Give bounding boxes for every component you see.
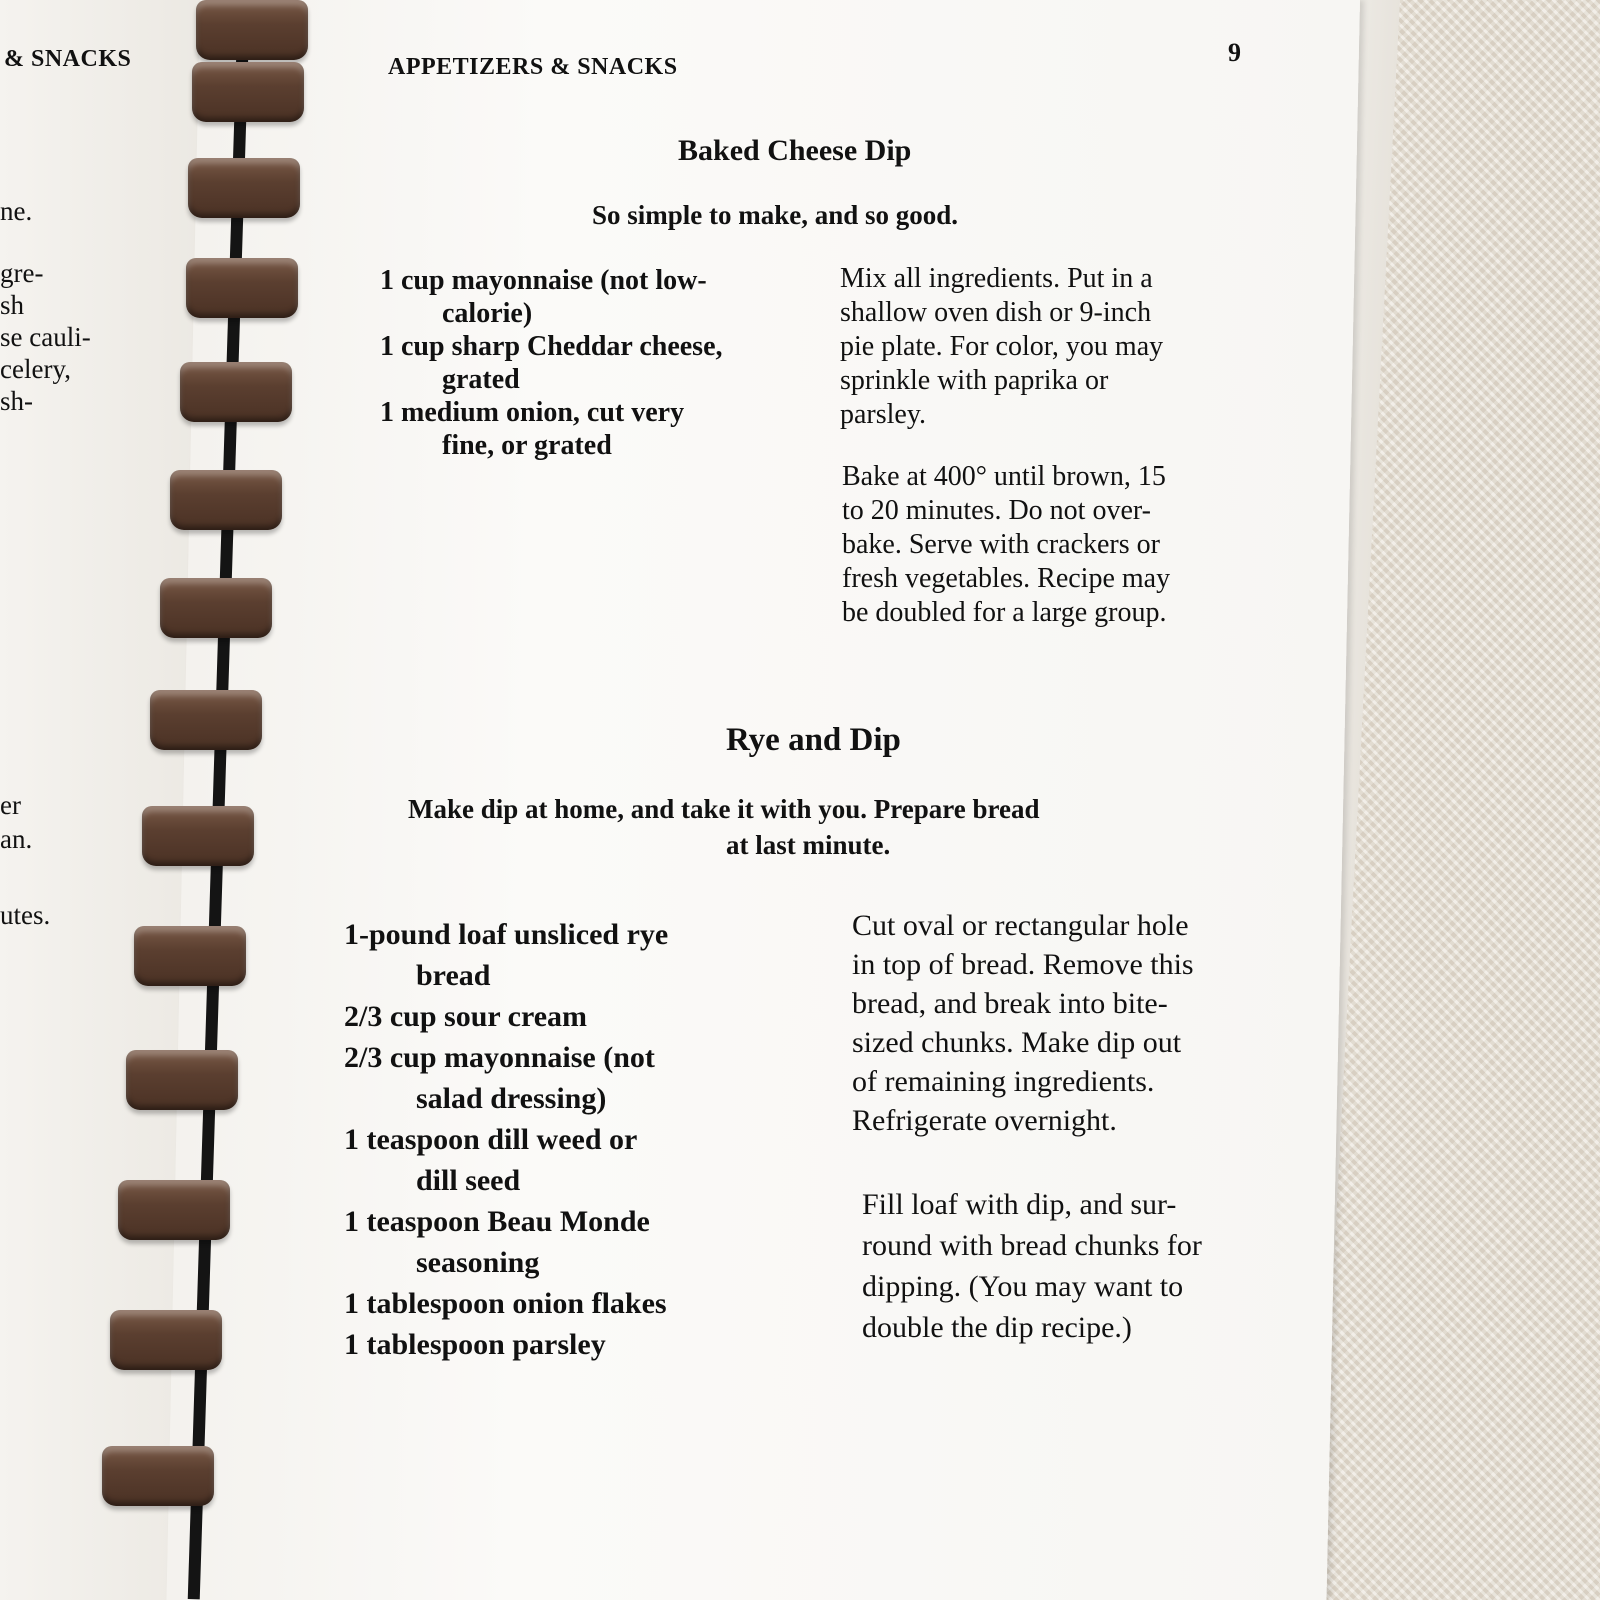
binding-coil xyxy=(110,1310,222,1370)
ingredient-line: 1-pound loaf unsliced rye xyxy=(344,918,669,951)
ingredient-line: 2/3 cup sour cream xyxy=(344,1000,588,1033)
left-page-header: & SNACKS xyxy=(4,46,132,72)
ingredient-line: 2/3 cup mayonnaise (not xyxy=(344,1041,655,1074)
left-fragment: sh- xyxy=(0,386,33,416)
instruction-line: pie plate. For color, you may xyxy=(840,331,1164,362)
left-fragment: er xyxy=(0,790,21,820)
ingredient-line: salad dressing) xyxy=(416,1082,607,1115)
instructions-paragraph xyxy=(842,460,1170,630)
ingredient-line: seasoning xyxy=(416,1246,540,1279)
recipe-subtitle: So simple to make, and so good. xyxy=(592,200,959,230)
left-fragment: sh xyxy=(0,290,25,320)
left-fragment: gre- xyxy=(0,258,44,288)
instructions-paragraph xyxy=(862,1184,1202,1348)
ingredient-line: 1 cup sharp Cheddar cheese, xyxy=(380,331,723,362)
binding-coil xyxy=(134,926,246,986)
instruction-line: dipping. (You may want to xyxy=(862,1270,1184,1303)
instruction-line: Bake at 400° until brown, 15 xyxy=(842,461,1166,492)
binding-coil xyxy=(118,1180,230,1240)
ingredient-line: fine, or grated xyxy=(442,430,612,461)
recipe-title: Rye and Dip xyxy=(726,722,901,758)
instruction-line: round with bread chunks for xyxy=(862,1229,1202,1262)
binding-coil xyxy=(126,1050,238,1110)
instruction-line: parsley. xyxy=(840,399,927,430)
binding-coil xyxy=(142,806,254,866)
binding-coil xyxy=(188,158,300,218)
ingredient-line: 1 teaspoon Beau Monde xyxy=(344,1205,650,1238)
left-fragment: an. xyxy=(0,824,33,854)
instruction-line: bake. Serve with crackers or xyxy=(842,529,1160,560)
ingredient-line: 1 medium onion, cut very xyxy=(380,397,685,428)
binding-coil xyxy=(102,1446,214,1506)
instructions-paragraph xyxy=(852,906,1194,1140)
ingredient-list xyxy=(344,914,668,1365)
instruction-line: in top of bread. Remove this xyxy=(852,948,1194,981)
ingredient-list xyxy=(380,264,723,462)
left-fragment: ne. xyxy=(0,196,33,226)
instruction-line: be doubled for a large group. xyxy=(842,597,1167,628)
binding-coil xyxy=(170,470,282,530)
ingredient-line: 1 teaspoon dill weed or xyxy=(344,1123,638,1156)
ingredient-line: 1 cup mayonnaise (not low- xyxy=(380,265,707,296)
ingredient-line: dill seed xyxy=(416,1164,521,1197)
binding-coil xyxy=(150,690,262,750)
recipe-title: Baked Cheese Dip xyxy=(678,134,912,167)
ingredient-line: grated xyxy=(442,364,520,395)
instruction-line: to 20 minutes. Do not over- xyxy=(842,495,1151,526)
recipe-subtitle: Make dip at home, and take it with you. Prepare bread xyxy=(408,794,1040,824)
ingredient-line: bread xyxy=(416,959,491,992)
instruction-line: Refrigerate overnight. xyxy=(852,1104,1117,1137)
instruction-line: fresh vegetables. Recipe may xyxy=(842,563,1171,594)
ingredient-line: calorie) xyxy=(442,298,533,329)
instruction-line: Cut oval or rectangular hole xyxy=(852,909,1189,942)
page-number: 9 xyxy=(1228,38,1242,67)
instruction-line: double the dip recipe.) xyxy=(862,1311,1132,1344)
instruction-line: Mix all ingredients. Put in a xyxy=(840,263,1153,294)
instructions-paragraph xyxy=(840,262,1163,432)
binding-coil xyxy=(192,62,304,122)
instruction-line: bread, and break into bite- xyxy=(852,987,1168,1020)
instruction-line: of remaining ingredients. xyxy=(852,1065,1155,1098)
binding-coil xyxy=(180,362,292,422)
recipe-subtitle: at last minute. xyxy=(726,830,891,860)
instruction-line: Fill loaf with dip, and sur- xyxy=(862,1188,1177,1221)
binding-coil xyxy=(186,258,298,318)
instruction-line: sized chunks. Make dip out xyxy=(852,1026,1182,1059)
binding-coil xyxy=(160,578,272,638)
instruction-line: shallow oven dish or 9-inch xyxy=(840,297,1152,328)
binding-coil xyxy=(196,0,308,60)
instruction-line: sprinkle with paprika or xyxy=(840,365,1109,396)
ingredient-line: 1 tablespoon onion flakes xyxy=(344,1287,667,1320)
left-fragment: utes. xyxy=(0,900,51,930)
ingredient-line: 1 tablespoon parsley xyxy=(344,1328,606,1361)
left-fragment: celery, xyxy=(0,354,71,384)
section-header: APPETIZERS & SNACKS xyxy=(388,54,678,80)
left-fragment: se cauli- xyxy=(0,322,91,352)
